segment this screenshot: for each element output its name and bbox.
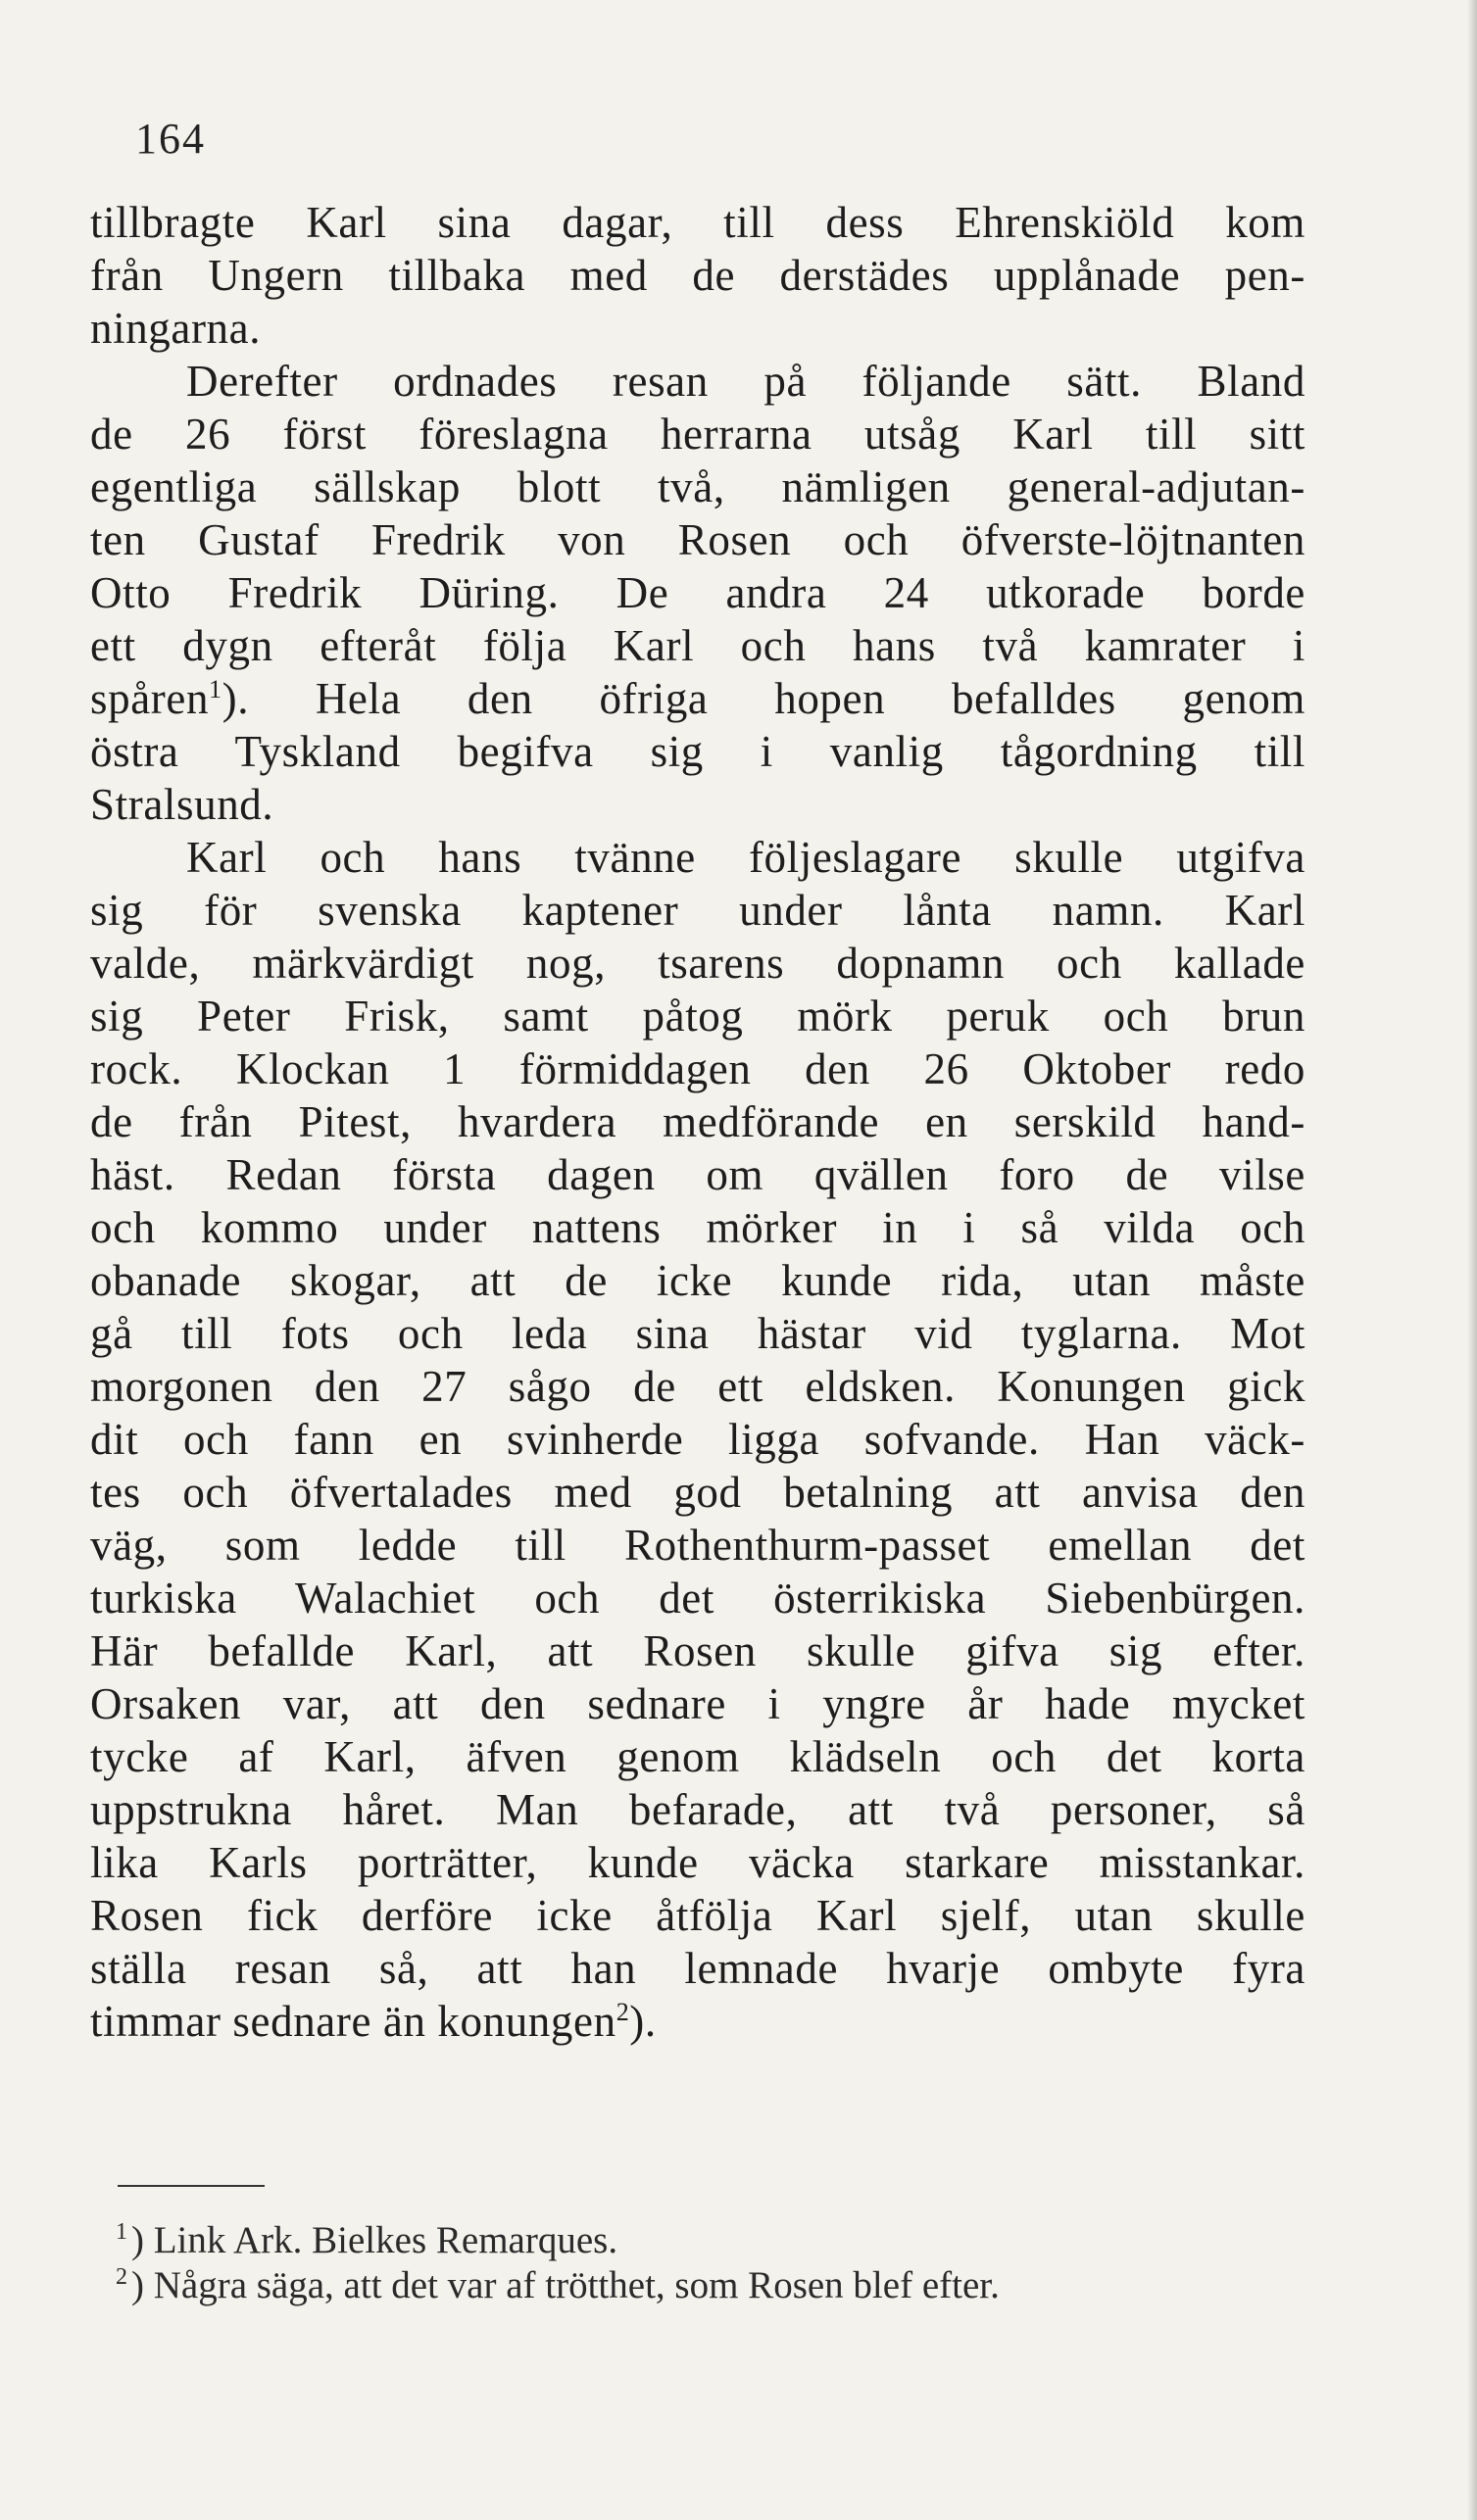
text-line-content: dit och fann en svinherde ligga sofvande. Han väck- bbox=[90, 1415, 1305, 1464]
text-line-content: rock. Klockan 1 förmiddagen den 26 Oktober redo bbox=[90, 1044, 1305, 1093]
text-line bbox=[90, 1995, 1305, 2048]
text-line-content: spåren bbox=[90, 674, 210, 723]
footnote bbox=[116, 2263, 1292, 2308]
text-line-content: Otto Fredrik Düring. De andra 24 utkorade borde bbox=[90, 568, 1305, 617]
text-line bbox=[90, 566, 1305, 619]
text-line-content: och kommo under nattens mörker in i så vilda och bbox=[90, 1203, 1305, 1252]
footnotes bbox=[116, 2218, 1292, 2308]
footnote-reference: 2 bbox=[615, 1998, 630, 2026]
text-line bbox=[90, 1836, 1305, 1889]
text-line bbox=[90, 249, 1305, 302]
text-line-content: gå till fots och leda sina hästar vid tyglarna. Mot bbox=[90, 1309, 1305, 1358]
text-line bbox=[90, 408, 1305, 460]
text-line bbox=[90, 1148, 1305, 1201]
text-line bbox=[90, 619, 1305, 672]
text-line-content: Karl och hans tvänne följeslagare skulle utgifva bbox=[186, 833, 1305, 882]
text-line bbox=[90, 1201, 1305, 1254]
text-line-content: tycke af Karl, äfven genom klädseln och det korta bbox=[90, 1732, 1305, 1781]
text-line bbox=[90, 990, 1305, 1042]
text-line bbox=[90, 513, 1305, 566]
text-line-content: valde, märkvärdigt nog, tsarens dopnamn och kallade bbox=[90, 939, 1305, 988]
text-line bbox=[90, 1783, 1305, 1836]
text-line-content: från Ungern tillbaka med de derstädes upplånade pen- bbox=[90, 251, 1305, 300]
text-line-content: tillbragte Karl sina dagar, till dess Ehrenskiöld kom bbox=[90, 198, 1305, 247]
text-line bbox=[90, 672, 1305, 725]
text-line-content: turkiska Walachiet och det österrikiska Siebenbürgen. bbox=[90, 1574, 1305, 1623]
footnote-reference: 1 bbox=[209, 675, 222, 703]
text-line-content: Orsaken var, att den sednare i yngre år hade mycket bbox=[90, 1679, 1305, 1728]
text-line-content: sig för svenska kaptener under lånta namn. Karl bbox=[90, 886, 1305, 935]
footnote bbox=[116, 2218, 1292, 2263]
text-line bbox=[90, 1519, 1305, 1572]
text-line-content: egentliga sällskap blott två, nämligen general-adjutan- bbox=[90, 462, 1305, 511]
text-line-content: morgonen den 27 sågo de ett eldsken. Konungen gick bbox=[90, 1362, 1305, 1411]
text-line-content: sig Peter Frisk, samt påtog mörk peruk och brun bbox=[90, 992, 1305, 1041]
footnote-mark: 1 bbox=[116, 2219, 127, 2245]
text-line-content: ett dygn efteråt följa Karl och hans två kamrater i bbox=[90, 621, 1305, 670]
text-line bbox=[90, 1466, 1305, 1519]
text-line-content: lika Karls porträtter, kunde väcka starkare misstankar. bbox=[90, 1838, 1305, 1887]
text-line bbox=[90, 937, 1305, 990]
body-text bbox=[90, 196, 1305, 2048]
text-line bbox=[90, 355, 1305, 408]
footnote-divider bbox=[118, 2185, 265, 2187]
text-line bbox=[90, 1624, 1305, 1677]
text-line-content: tes och öfvertalades med god betalning att anvisa den bbox=[90, 1468, 1305, 1517]
text-line bbox=[90, 1677, 1305, 1730]
text-line-content: Rosen fick derföre icke åtfölja Karl sjelf, utan skulle bbox=[90, 1891, 1305, 1940]
text-line bbox=[90, 460, 1305, 513]
text-line-continuation: ). Hela den öfriga hopen befalldes genom bbox=[222, 674, 1305, 723]
text-line-content: obanade skogar, att de icke kunde rida, utan måste bbox=[90, 1256, 1305, 1305]
text-line bbox=[90, 1307, 1305, 1360]
text-line bbox=[90, 1360, 1305, 1413]
text-line-content: de 26 först föreslagna herrarna utsåg Karl till sitt bbox=[90, 410, 1305, 459]
text-line bbox=[90, 1942, 1305, 1995]
text-line-content: uppstrukna håret. Man befarade, att två personer, så bbox=[90, 1785, 1305, 1834]
text-line bbox=[90, 302, 1305, 355]
text-line bbox=[90, 1254, 1305, 1307]
footnote-text: ) Några säga, att det var af trötthet, som Rosen blef efter. bbox=[131, 2264, 1000, 2306]
text-line bbox=[90, 1095, 1305, 1148]
text-line bbox=[90, 884, 1305, 937]
text-line bbox=[90, 725, 1305, 778]
page-number: 164 bbox=[135, 115, 206, 163]
text-line-content: ställa resan så, att han lemnade hvarje ombyte fyra bbox=[90, 1944, 1305, 1993]
text-line-content: ten Gustaf Fredrik von Rosen och öfverste-löjtnanten bbox=[90, 515, 1305, 564]
footnote-text: ) Link Ark. Bielkes Remarques. bbox=[131, 2219, 618, 2261]
text-line bbox=[90, 831, 1305, 884]
text-line-content: östra Tyskland begifva sig i vanlig tågordning till bbox=[90, 727, 1305, 776]
text-line bbox=[90, 1572, 1305, 1624]
text-line-content: de från Pitest, hvardera medförande en serskild hand- bbox=[90, 1097, 1305, 1146]
text-line bbox=[90, 1042, 1305, 1095]
text-line-content: Derefter ordnades resan på följande sätt. Bland bbox=[186, 357, 1305, 406]
page-edge-shadow bbox=[1467, 0, 1477, 2520]
text-line-content: Här befallde Karl, att Rosen skulle gifva sig efter. bbox=[90, 1626, 1305, 1675]
footnote-mark: 2 bbox=[116, 2264, 127, 2290]
text-line bbox=[90, 1730, 1305, 1783]
text-line bbox=[90, 196, 1305, 249]
text-line-content: häst. Redan första dagen om qvällen foro de vilse bbox=[90, 1150, 1305, 1199]
text-line-content: väg, som ledde till Rothenthurm-passet emellan det bbox=[90, 1521, 1305, 1570]
text-line bbox=[90, 1413, 1305, 1466]
text-line-continuation: ). bbox=[629, 1997, 657, 2046]
text-line bbox=[90, 778, 1305, 831]
text-line-content: ningarna. bbox=[90, 304, 262, 353]
text-line bbox=[90, 1889, 1305, 1942]
text-line-content: timmar sednare än konungen bbox=[90, 1997, 616, 2046]
text-line-content: Stralsund. bbox=[90, 780, 274, 829]
